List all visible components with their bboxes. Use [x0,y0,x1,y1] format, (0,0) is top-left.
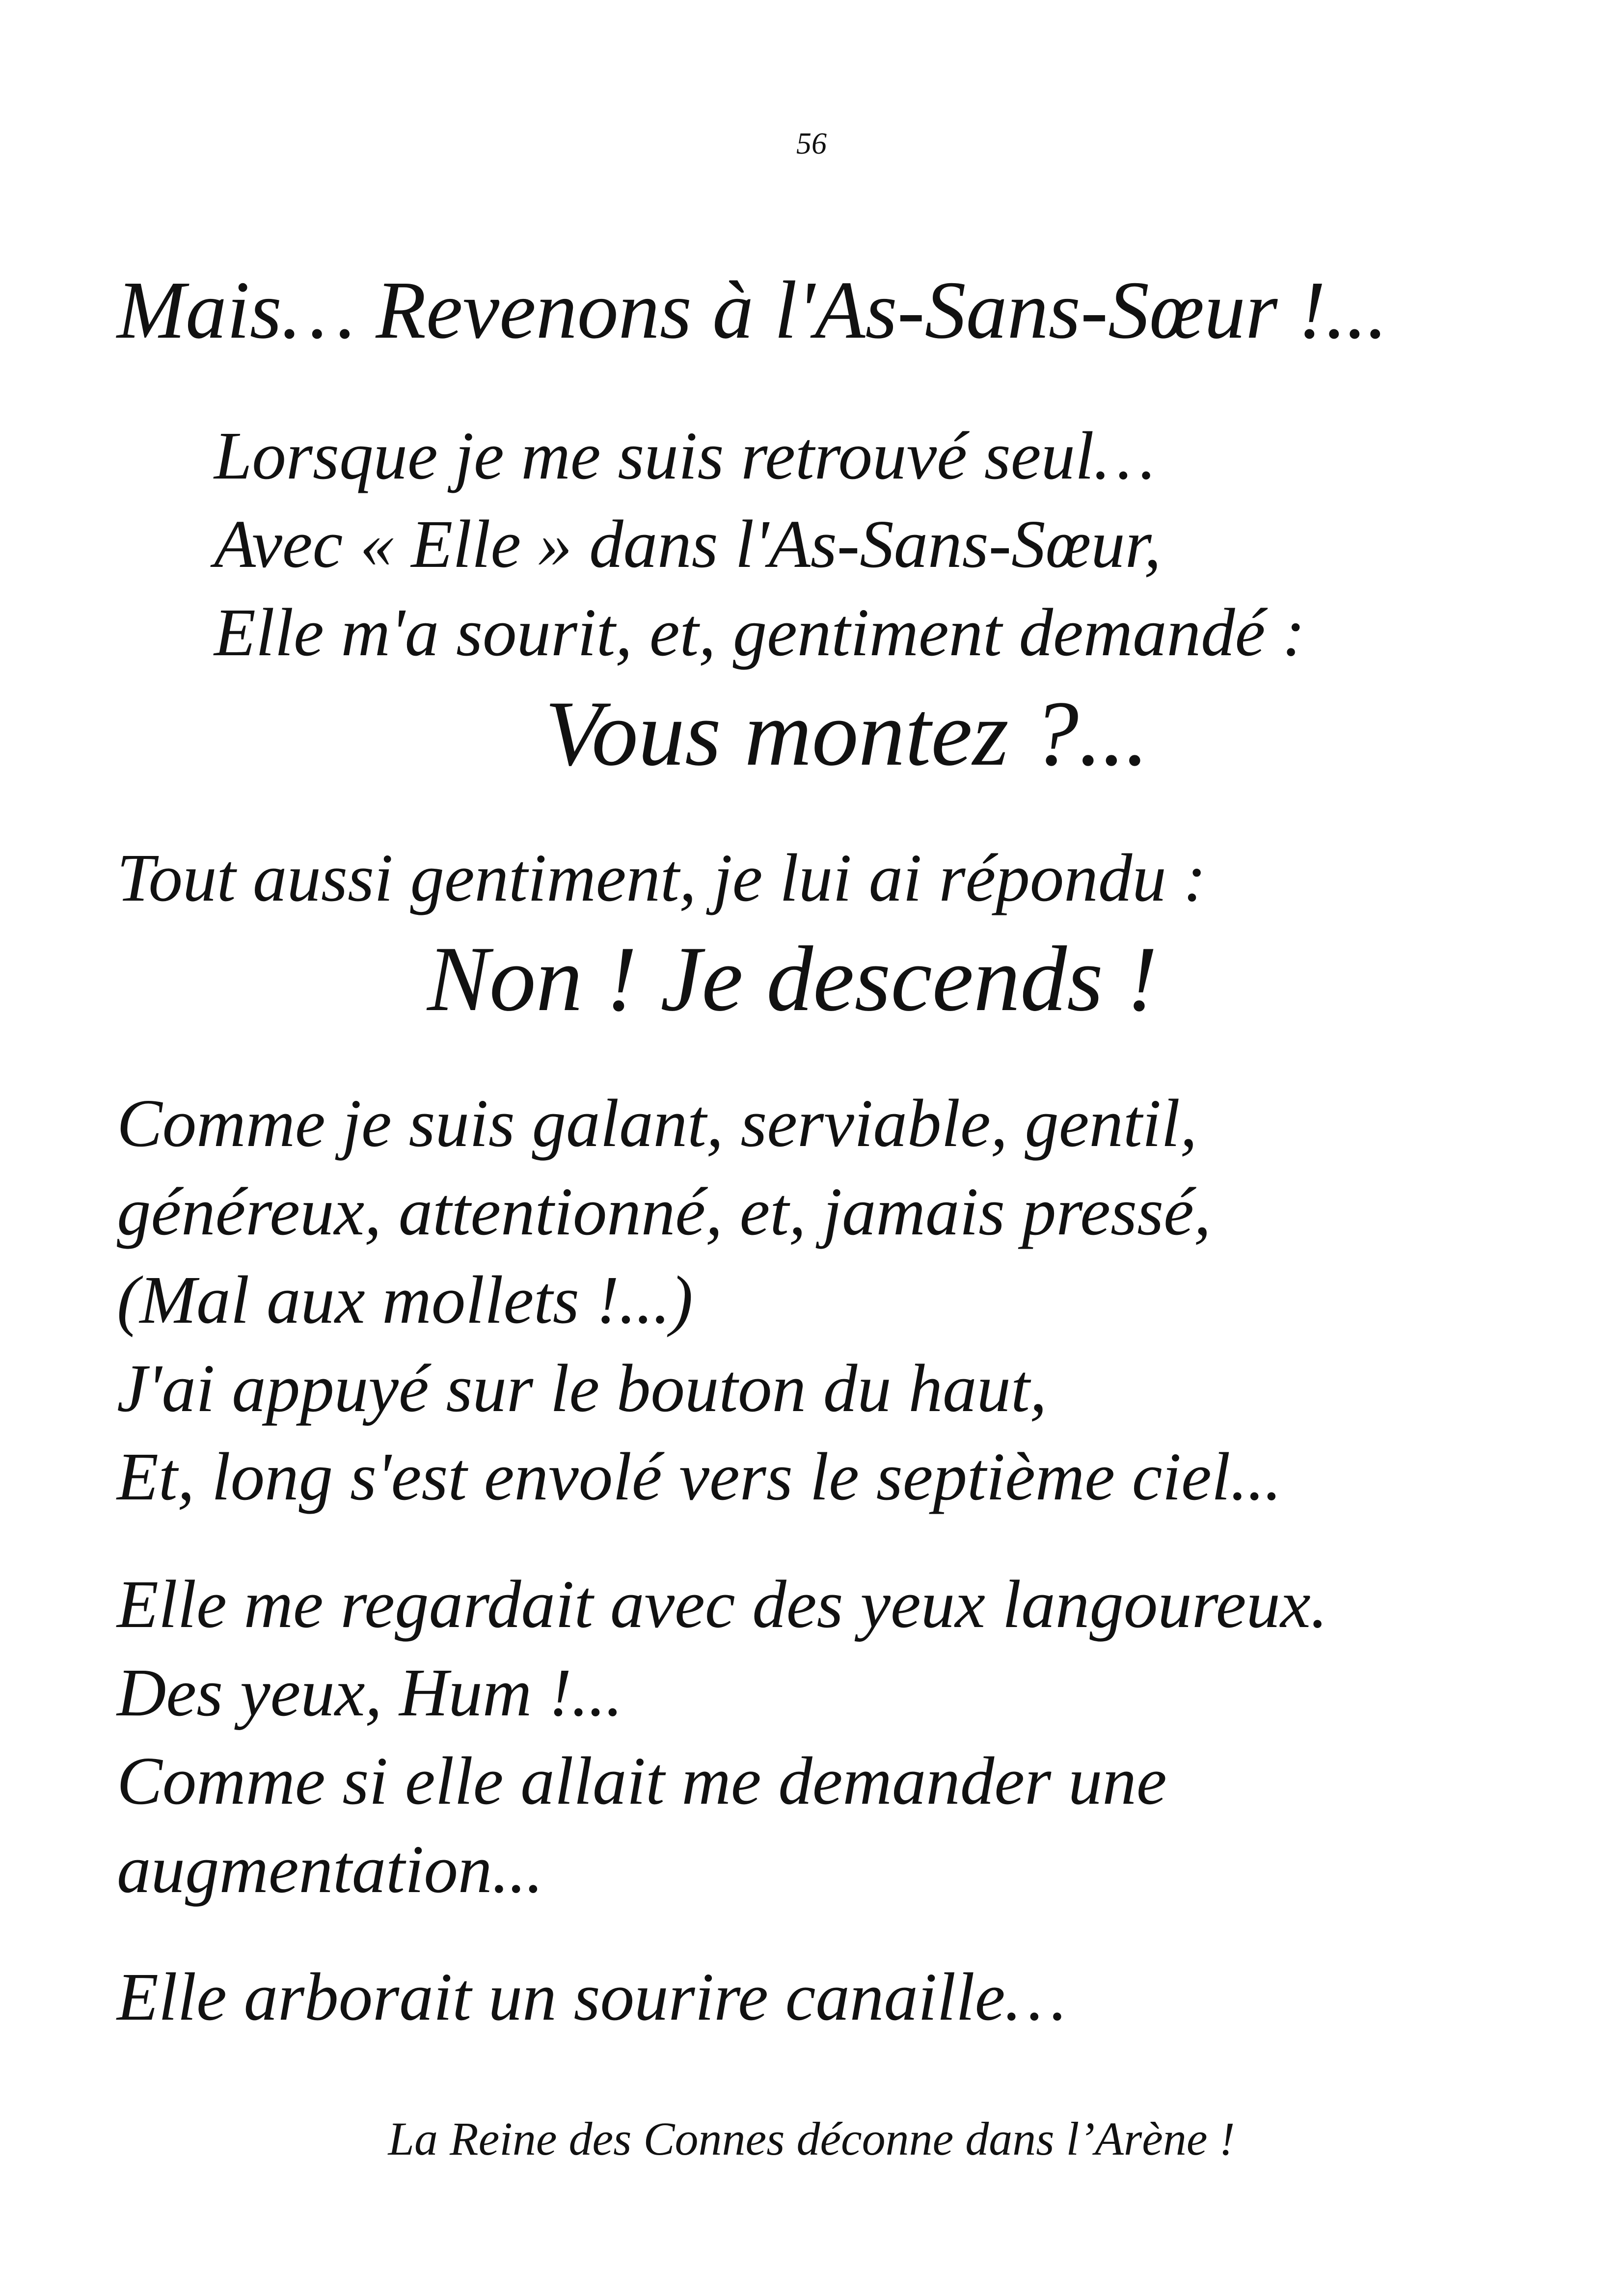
stanza-line: Elle m'a sourit, et, gentiment demandé : [214,595,1305,670]
stanza-line: Avec « Elle » dans l'As-Sans-Sœur, [214,507,1162,582]
reply-intro: Tout aussi gentiment, je lui ai répondu : [117,840,1206,916]
paragraph-line: généreux, attentionné, et, jamais pressé, [117,1174,1211,1250]
paragraph-line: Comme je suis galant, serviable, gentil, [117,1086,1197,1161]
stanza-line: Lorsque je me suis retrouvé seul… [214,418,1155,494]
paragraph-line: Comme si elle allait me demander une [117,1743,1167,1819]
book-title-footer: La Reine des Connes déconne dans l’Arène ! [388,2112,1235,2165]
paragraph-line: Et, long s'est envolé vers le septième ciel... [117,1439,1282,1515]
section-title: Mais… Revenons à l'As-Sans-Sœur !... [117,265,1388,356]
paragraph-line: J'ai appuyé sur le bouton du haut, [117,1351,1047,1426]
paragraph-line: (Mal aux mollets !...) [117,1262,693,1338]
paragraph-line: Des yeux, Hum !... [117,1655,623,1731]
exclamation-vous-montez: Vous montez ?... [545,682,1149,785]
page-number: 56 [796,127,827,160]
paragraph-line: augmentation... [117,1832,543,1907]
paragraph-line: Elle me regardait avec des yeux langoureux. [117,1567,1328,1642]
paragraph-3: Elle arborait un sourire canaille… [117,1959,1066,2035]
exclamation-non-je-descends: Non ! Je descends ! [427,928,1158,1031]
